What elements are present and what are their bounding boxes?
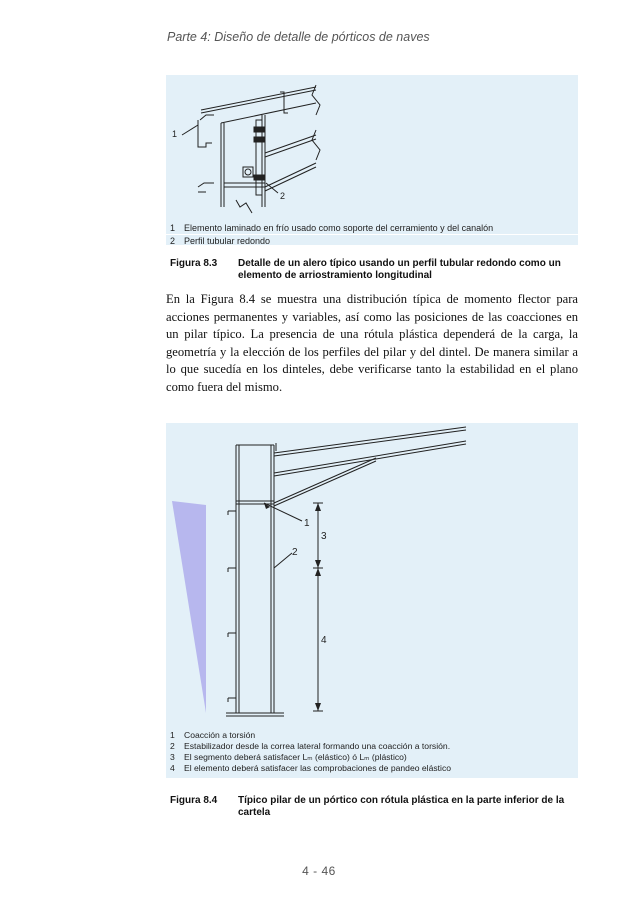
callout-1: 1	[172, 129, 178, 139]
legend-item	[166, 763, 578, 774]
figure-8-4-caption	[170, 795, 580, 821]
caption-text: Típico pilar de un pórtico con rótula plástica en la parte inferior de la cartela	[238, 795, 565, 818]
legend-number: 1	[170, 223, 176, 233]
page-number: 4 - 46	[302, 864, 336, 878]
legend-text: Estabilizador desde la correa lateral formando una coacción a torsión.	[184, 741, 451, 751]
page-header: Parte 4: Diseño de detalle de pórticos de naves	[167, 30, 430, 44]
legend-number: 1	[170, 730, 175, 740]
callout-4: 4	[321, 635, 327, 646]
legend-text: El segmento deberá satisfacer Lₘ (elástico) ó Lₘ (plástico)	[184, 752, 407, 762]
legend-number: 2	[170, 236, 176, 246]
figure-8-4-legend	[166, 730, 578, 778]
callout-1: 1	[304, 518, 310, 529]
bending-moment-diagram	[172, 501, 206, 713]
eaves-detail-diagram	[166, 75, 578, 245]
callout-3: 3	[321, 531, 327, 542]
legend-item	[166, 741, 578, 752]
legend-item	[166, 730, 578, 741]
legend-item	[166, 235, 578, 247]
legend-item	[166, 222, 578, 235]
legend-number: 2	[170, 741, 175, 751]
legend-number: 4	[170, 763, 175, 773]
caption-text: Detalle de un alero típico usando un perfil tubular redondo como un elemento de arriostramiento longitudinal	[238, 258, 561, 281]
caption-label: Figura 8.4	[170, 795, 218, 806]
legend-number: 3	[170, 752, 175, 762]
figure-8-3-legend	[166, 222, 578, 247]
legend-item	[166, 752, 578, 763]
callout-2: 2	[280, 191, 286, 201]
legend-text: Perfil tubular redondo	[184, 236, 271, 246]
caption-label: Figura 8.3	[170, 258, 218, 269]
legend-text: El elemento deberá satisfacer las comprobaciones de pandeo elástico	[184, 763, 452, 773]
figure-8-3-caption	[170, 258, 580, 284]
legend-text: Elemento laminado en frío usado como soporte del cerramiento y del canalón	[184, 223, 494, 233]
callout-2: 2	[292, 547, 298, 558]
body-paragraph: En la Figura 8.4 se muestra una distribución típica de momento flector para acciones permanentes y variables, así como las posiciones de las coacciones en un pilar típico. La presencia de una rótula plástica dependerá de la carga, la geometría y la elección de los perfiles del pilar y del dintel. De manera similar a lo que sucedía en los dinteles, debe verificarse tanto la estabilidad en el plano como fuera del mismo.	[166, 292, 578, 394]
legend-text: Coacción a torsión	[184, 730, 256, 740]
column-restraint-diagram	[166, 423, 578, 730]
figure-8-4-drawing	[166, 423, 578, 730]
figure-8-3-drawing	[166, 75, 578, 245]
